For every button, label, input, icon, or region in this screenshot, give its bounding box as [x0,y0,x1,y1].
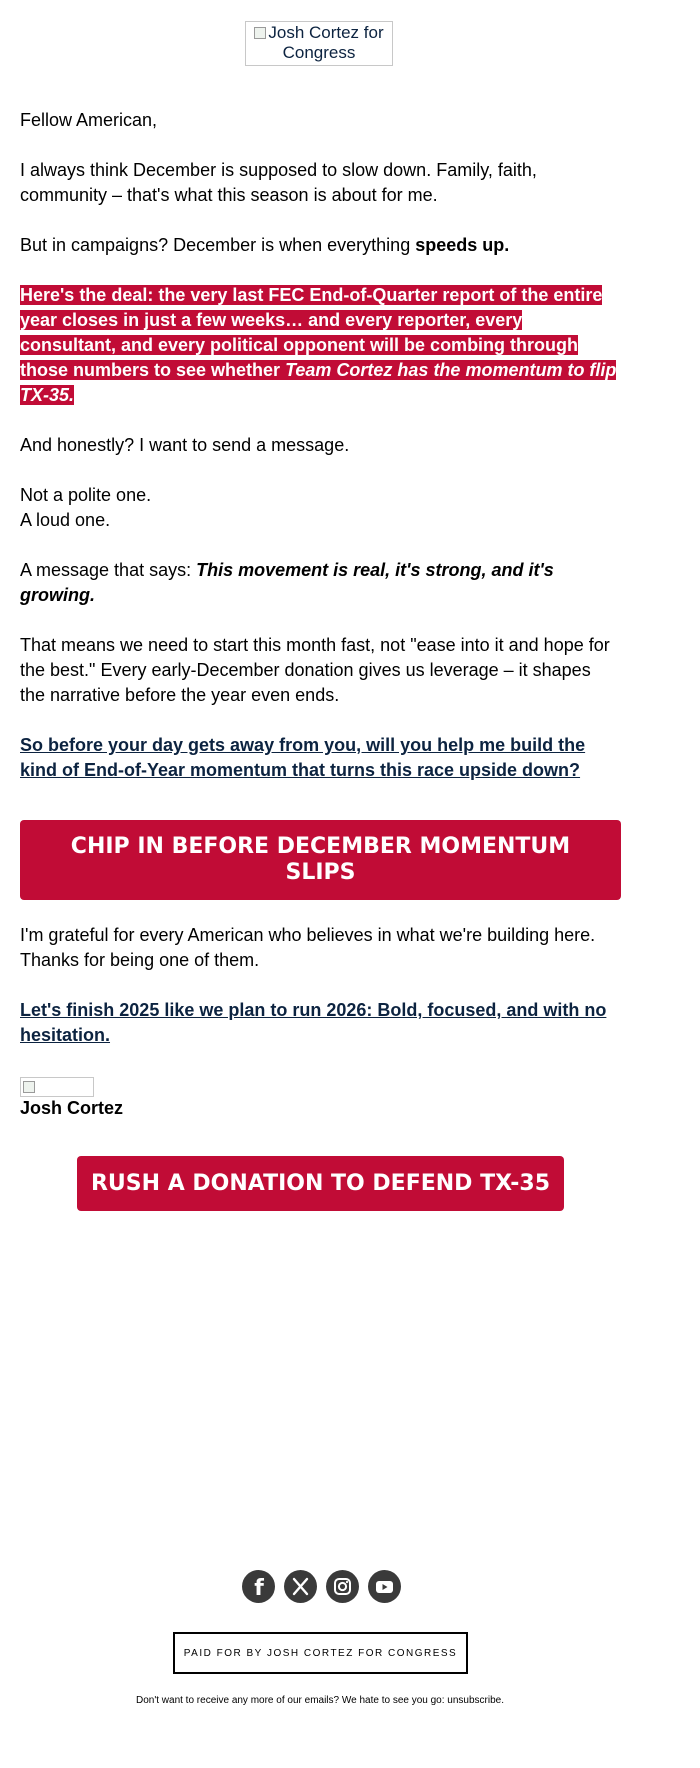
broken-image-icon [23,1081,35,1093]
bold-speeds-up: speeds up. [415,235,510,255]
highlighted-italic: Team Cortez has the momentum to flip TX-35. [20,360,617,405]
highlighted-text: Here's the deal: the very last FEC End-of-Quarter report of the entire year closes in just a few weeks… and every reporter, every consultant, and every political opponent will be combing through those numbers to see whether Team Cortez has the momentum to flip TX-35. [20,285,617,405]
finish-2025-link[interactable]: Let's finish 2025 like we plan to run 2026: Bold, focused, and with no hesitation. [20,1000,607,1045]
paragraph-loud: Not a polite one. A loud one. [20,485,152,530]
x-icon[interactable] [284,1570,317,1603]
youtube-icon[interactable] [368,1570,401,1603]
paragraph-speeds-up: But in campaigns? December is when everything speeds up. [20,235,510,255]
campaign-logo[interactable] [245,21,393,66]
instagram-icon[interactable] [326,1570,359,1603]
paragraph-grateful: I'm grateful for every American who believes in what we're building here. Thanks for being one of them. [20,925,596,970]
greeting: Fellow American, [20,110,158,130]
momentum-donate-link[interactable]: So before your day gets away from you, will you help me build the kind of End-of-Year momentum that turns this race upside down? [20,735,586,780]
paragraph-link-finish [20,998,620,1048]
facebook-icon[interactable] [242,1570,275,1603]
movement-emphasis: This movement is real, it's strong, and it's growing. [20,560,554,605]
logo-alt-text: Josh Cortez for Congress [268,23,384,62]
unsubscribe-text[interactable]: Don't want to receive any more of our emails? We hate to see you go: unsubscribe. [135,1695,505,1706]
paid-for-disclaimer: PAID FOR BY JOSH CORTEZ FOR CONGRESS [173,1632,468,1674]
letter-body [20,108,620,1073]
paragraph-link-momentum [20,733,620,783]
paragraph-highlight [20,283,620,408]
paragraph-message: And honestly? I want to send a message. [20,435,350,455]
paragraph-season: I always think December is supposed to slow down. Family, faith, community – that's what this season is about for me. [20,160,537,205]
signature-image [20,1077,94,1097]
broken-image-icon [254,27,266,39]
rush-donation-button[interactable]: RUSH A DONATION TO DEFEND TX-35 [77,1156,564,1211]
svg-text:f: f [254,1576,264,1601]
chip-in-button[interactable]: CHIP IN BEFORE DECEMBER MOMENTUM SLIPS [20,820,621,900]
signature-name: Josh Cortez [20,1098,124,1118]
social-links [242,1570,401,1603]
paragraph-movement: A message that says: This movement is real, it's strong, and it's growing. [20,560,554,605]
paragraph-leverage: That means we need to start this month fast, not "ease into it and hope for the best." Every early-December donation gives us leverage – it shapes the narrative before the year even ends. [20,635,610,705]
